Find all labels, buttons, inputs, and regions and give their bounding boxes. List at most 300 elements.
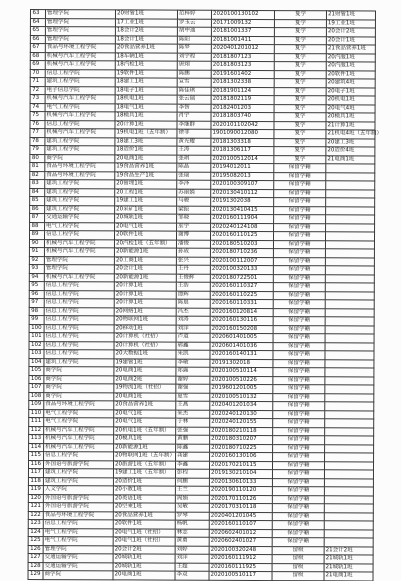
cell-status: 复学 — [274, 19, 326, 28]
cell-student-id: 2020160130116 — [210, 316, 273, 325]
cell-no: 80 — [30, 154, 45, 163]
cell-class: 20汽检1班（五年制） — [114, 239, 176, 248]
cell-student-id: 2020160110225 — [210, 291, 273, 300]
cell-status: 保留学籍 — [273, 436, 325, 445]
cell-no: 123 — [28, 519, 43, 528]
cell-status: 复学 — [274, 104, 326, 113]
cell-class: 20移动1班 — [114, 324, 176, 333]
cell-class: 20电商1班 — [115, 154, 177, 163]
cell-name: 李双 — [175, 571, 209, 580]
cell-student-id: 2020240120130 — [210, 410, 273, 419]
cell-status: 保留学籍 — [273, 385, 325, 394]
cell-college: 管理学院 — [44, 256, 114, 265]
cell-status: 保留学籍 — [273, 453, 325, 462]
cell-college: 电气工程学院 — [44, 409, 114, 418]
cell-name: 徐菲 — [177, 129, 211, 138]
cell-college: 信息工程学院 — [44, 307, 114, 316]
cell-no: 99 — [29, 315, 44, 324]
cell-no: 88 — [30, 222, 45, 231]
cell-new-class — [326, 198, 375, 207]
cell-student-id: 2020160120814 — [210, 308, 273, 317]
cell-student-id: 2020602401012 — [209, 529, 272, 538]
cell-class: 19软件1班 — [115, 69, 177, 78]
cell-status: 保留学籍 — [274, 223, 326, 232]
cell-new-class — [324, 538, 373, 547]
document-page — [28, 9, 382, 581]
cell-class: 20食品营养1班 — [115, 44, 177, 53]
cell-status: 复学 — [274, 79, 326, 88]
cell-no: 87 — [30, 214, 45, 223]
cell-name: 吴敏 — [175, 503, 209, 512]
cell-college: 建筑工程学院 — [45, 205, 115, 214]
cell-name: 黄光耀 — [177, 138, 211, 147]
cell-student-id: 2020100510117 — [209, 571, 272, 580]
cell-college: 管理学院 — [45, 35, 115, 44]
cell-new-class: 21城轨1班 — [324, 563, 373, 572]
cell-status: 保留学籍 — [272, 504, 324, 513]
cell-no: 94 — [29, 273, 44, 282]
cell-new-class — [325, 291, 374, 300]
cell-new-class: 20模具1班 — [326, 113, 375, 122]
cell-status: 保留学籍 — [273, 291, 325, 300]
cell-student-id: 2020100510226 — [210, 376, 273, 385]
cell-no: 104 — [29, 358, 44, 367]
cell-status: 保留学籍 — [274, 206, 326, 215]
cell-student-id: 2020100510114 — [210, 367, 273, 376]
cell-student-id: 20171009132 — [211, 19, 274, 28]
cell-class: 20旅游1班（五年制） — [113, 460, 175, 469]
cell-status: 保留学籍 — [273, 266, 325, 275]
cell-class: 20城轨1班 — [113, 562, 175, 571]
cell-no: 66 — [30, 35, 45, 44]
cell-student-id: 20181302338 — [211, 78, 274, 87]
cell-student-id: 2020100512014 — [211, 155, 274, 164]
cell-status: 复学 — [274, 147, 326, 156]
cell-student-id: 2020100130102 — [211, 10, 274, 19]
cell-name: 陈佳琪 — [177, 87, 211, 96]
cell-class: 19建工1班（五年制） — [113, 469, 175, 478]
cell-no: 106 — [29, 375, 44, 384]
cell-status: 留级 — [272, 572, 324, 581]
cell-status: 留级 — [272, 546, 324, 555]
cell-status: 复学 — [274, 70, 326, 79]
cell-new-class: 20会计2班 — [326, 28, 375, 37]
cell-new-class — [325, 325, 374, 334]
cell-no: 127 — [28, 553, 43, 562]
cell-student-id: 2020160140131 — [210, 350, 273, 359]
cell-new-class — [326, 181, 375, 190]
cell-status: 保留学籍 — [273, 444, 325, 453]
cell-new-class — [325, 334, 374, 343]
cell-no: 103 — [29, 349, 44, 358]
cell-status: 保留学籍 — [272, 521, 324, 530]
cell-college: 电气工程学院 — [43, 528, 113, 537]
cell-status: 保留学籍 — [274, 198, 326, 207]
cell-college: 电子信息学院 — [45, 86, 115, 95]
cell-no: 71 — [30, 78, 45, 87]
cell-student-id: 2020160130106 — [210, 452, 273, 461]
cell-new-class — [325, 240, 374, 249]
cell-name: 肖宇 — [177, 112, 211, 121]
cell-name: 郑露 — [176, 367, 210, 376]
cell-student-id: 2020160111912 — [209, 554, 272, 563]
cell-student-id: 20194012011 — [211, 163, 274, 172]
cell-class: 20造价1班 — [113, 477, 175, 486]
cell-no: 78 — [30, 137, 45, 146]
cell-new-class — [324, 487, 373, 496]
cell-new-class — [324, 512, 373, 521]
cell-student-id: 2020601401036 — [210, 342, 273, 351]
cell-class: 20物联网1班 — [114, 316, 176, 325]
cell-no: 81 — [30, 163, 45, 172]
cell-class: 20大数据1班 — [114, 350, 176, 359]
cell-class: 20计算1班 — [114, 282, 176, 291]
cell-student-id: 2020180710236 — [210, 248, 273, 257]
cell-class: 18电子1班 — [115, 86, 177, 95]
cell-status: 保留学籍 — [272, 538, 324, 547]
cell-no: 111 — [29, 417, 44, 426]
cell-class: 20新能源1班 — [114, 443, 176, 452]
cell-status: 保留学籍 — [274, 181, 326, 190]
cell-new-class — [326, 223, 375, 232]
cell-no: 128 — [28, 562, 43, 571]
cell-new-class: 20会计1班 — [326, 36, 375, 45]
cell-college: 信息工程学院 — [45, 120, 115, 129]
cell-no: 93 — [29, 264, 44, 273]
cell-name: 王俊辉 — [176, 274, 210, 283]
cell-status: 复学 — [274, 96, 326, 105]
cell-name: 夏雪 — [176, 393, 210, 402]
cell-class: 18建工1班 — [115, 78, 177, 87]
cell-college: 机械与汽车工程学院 — [45, 61, 115, 70]
cell-no: 85 — [30, 197, 45, 206]
cell-college: 商学院 — [44, 375, 114, 384]
cell-college: 食品与环境工程学院 — [45, 44, 115, 53]
cell-name: 刘洋 — [176, 325, 210, 334]
cell-name: 陈晨 — [176, 299, 210, 308]
cell-status: 保留学籍 — [273, 393, 325, 402]
cell-no: 76 — [30, 120, 45, 129]
cell-student-id: 2020401201045 — [209, 512, 272, 521]
cell-status: 复学 — [274, 53, 326, 62]
cell-college: 食品与环境工程学院 — [44, 401, 114, 410]
cell-name: 巫宇 — [177, 223, 211, 232]
student-status-table — [28, 9, 382, 581]
cell-new-class — [325, 249, 374, 258]
cell-class: 18汽检1班 — [115, 61, 177, 70]
cell-name: 陈鹏 — [177, 70, 211, 79]
cell-name: 黄鹏 — [176, 435, 210, 444]
cell-class: 20物联网1班（五年制） — [114, 452, 176, 461]
cell-new-class: 21计算1班 — [326, 121, 375, 130]
cell-student-id: 20181803123 — [211, 61, 274, 70]
cell-student-id: 2020100112007 — [210, 257, 273, 266]
cell-name: 唐翊 — [177, 61, 211, 70]
cell-no: 90 — [29, 239, 44, 248]
cell-class: 20计算1班 — [115, 120, 177, 129]
cell-name: 郭鑫 — [176, 342, 210, 351]
cell-student-id: 2020401201034 — [210, 401, 273, 410]
cell-class: 18电气1班 — [115, 103, 177, 112]
cell-student-id: 20191302038 — [211, 197, 274, 206]
cell-class: 20电气1班 — [114, 409, 176, 418]
cell-name: 李鑫 — [175, 461, 209, 470]
cell-student-id: 2020130610133 — [209, 478, 272, 487]
cell-status: 保留学籍 — [272, 487, 324, 496]
cell-college: 建筑工程学院 — [45, 188, 115, 197]
cell-class: 20工商1班 — [114, 256, 176, 265]
cell-student-id: 2020601401005 — [210, 333, 273, 342]
cell-status: 保留学籍 — [274, 189, 326, 198]
cell-status: 保留学籍 — [273, 308, 325, 317]
cell-class: 18机电1班 — [115, 95, 177, 104]
cell-no: 113 — [29, 434, 44, 443]
cell-college: 商学院 — [43, 571, 113, 580]
cell-student-id: 2020160150208 — [210, 325, 273, 334]
cell-student-id: 20181802119 — [211, 95, 274, 104]
cell-status: 留级 — [272, 555, 324, 564]
cell-status: 保留学籍 — [273, 419, 325, 428]
cell-college: 机械与汽车工程学院 — [45, 52, 115, 61]
cell-no: 82 — [30, 171, 45, 180]
cell-name: 邹晓 — [177, 214, 211, 223]
cell-student-id: 2020100320248 — [209, 546, 272, 555]
cell-class: 20计算机（社招） — [114, 341, 176, 350]
cell-no: 121 — [28, 502, 43, 511]
cell-new-class — [325, 436, 374, 445]
cell-student-id: 2020160110331 — [210, 299, 273, 308]
cell-student-id: 2020240124108 — [211, 223, 274, 232]
cell-name: 谢婷 — [176, 376, 210, 385]
cell-new-class: 21财管1班 — [326, 11, 375, 20]
cell-status: 保留学籍 — [273, 240, 325, 249]
cell-new-class: 19工业1班 — [326, 19, 375, 28]
cell-class: 19食品生产1班 — [115, 171, 177, 180]
cell-status: 保留学籍 — [272, 529, 324, 538]
cell-no: 126 — [28, 545, 43, 554]
cell-name: 李继群 — [177, 121, 211, 130]
cell-no: 97 — [29, 298, 44, 307]
cell-college: 商学院 — [44, 367, 114, 376]
cell-class: 18造价1班 — [115, 146, 177, 155]
cell-no: 95 — [29, 281, 44, 290]
cell-class: 20城轨1班 — [115, 214, 177, 223]
cell-no: 96 — [29, 290, 44, 299]
cell-college: 外国语与旅游学院 — [43, 494, 113, 503]
cell-new-class — [325, 351, 374, 360]
cell-no: 63 — [30, 10, 45, 19]
cell-class: 20软件1班 — [114, 231, 176, 240]
cell-no: 100 — [29, 324, 44, 333]
cell-no: 120 — [28, 494, 43, 503]
cell-class: 20网络1班 — [114, 307, 176, 316]
cell-class: 19食品营养1班 — [115, 163, 177, 172]
cell-college: 食品与环境工程学院 — [45, 163, 115, 172]
cell-class: 20机电1班（五年制） — [114, 426, 176, 435]
cell-status: 复学 — [274, 28, 326, 37]
cell-new-class — [324, 461, 373, 470]
cell-name: 张云瑞 — [177, 95, 211, 104]
cell-student-id: 2020180510203 — [210, 240, 273, 249]
cell-name: 范梓婷 — [177, 10, 211, 19]
cell-new-class — [324, 504, 373, 513]
cell-college: 建筑工程学院 — [45, 137, 115, 146]
cell-status: 留级 — [272, 563, 324, 572]
cell-college: 信息工程学院 — [45, 69, 115, 78]
cell-new-class — [325, 402, 374, 411]
cell-new-class: 20机电1班 — [326, 96, 375, 105]
cell-status: 保留学籍 — [273, 342, 325, 351]
cell-student-id: 20181803740 — [211, 112, 274, 121]
cell-student-id: 2020180310207 — [210, 435, 273, 444]
cell-college: 外国语与旅游学院 — [43, 503, 113, 512]
cell-status: 保留学籍 — [273, 317, 325, 326]
cell-new-class — [326, 189, 375, 198]
cell-college: 电气工程学院 — [44, 418, 114, 427]
cell-student-id: 20181306117 — [211, 146, 274, 155]
cell-no: 75 — [30, 112, 45, 121]
cell-no: 125 — [28, 536, 43, 545]
cell-status: 保留学籍 — [272, 512, 324, 521]
cell-status: 保留学籍 — [274, 215, 326, 224]
cell-no: 105 — [29, 366, 44, 375]
cell-college: 机械与汽车工程学院 — [44, 248, 114, 257]
cell-new-class: 20汽服1班 — [326, 62, 375, 71]
cell-college: 信息工程学院 — [43, 520, 113, 529]
cell-college: 商学院 — [44, 384, 114, 393]
cell-class: 20计算1班 — [114, 290, 176, 299]
cell-class: 20会计2班 — [113, 545, 175, 554]
cell-student-id: 2020101102042 — [211, 121, 274, 130]
cell-new-class — [325, 342, 374, 351]
cell-new-class — [325, 359, 374, 368]
cell-status: 复学 — [274, 11, 326, 20]
cell-college: 建筑工程学院 — [45, 146, 115, 155]
cell-name: 王超 — [175, 563, 209, 572]
cell-new-class — [324, 470, 373, 479]
cell-class: 20财管1班 — [115, 10, 177, 19]
cell-student-id: 2020160111925 — [209, 563, 272, 572]
cell-class: 19建管1班 — [114, 358, 176, 367]
cell-status: 保留学籍 — [273, 300, 325, 309]
cell-class: 18会计1班 — [115, 35, 177, 44]
cell-no: 115 — [29, 451, 44, 460]
cell-new-class: 20造价4班 — [326, 147, 375, 156]
cell-status: 保留学籍 — [273, 410, 325, 419]
cell-new-class — [324, 478, 373, 487]
cell-college: 信息工程学院 — [44, 333, 114, 342]
cell-class: 20软件1班 — [113, 520, 175, 529]
cell-college: 建筑工程学院 — [43, 469, 113, 478]
cell-college: 机械与汽车工程学院 — [44, 435, 114, 444]
cell-college: 管理学院 — [45, 18, 115, 27]
cell-new-class: 20汽服1班 — [326, 53, 375, 62]
cell-student-id: 2020100320133 — [210, 265, 273, 274]
cell-no: 69 — [30, 61, 45, 70]
cell-no: 79 — [30, 146, 45, 155]
cell-status: 保留学籍 — [272, 478, 324, 487]
cell-class: 20食品营养1班 — [113, 511, 175, 520]
cell-status: 复学 — [274, 62, 326, 71]
cell-status: 保留学籍 — [273, 368, 325, 377]
cell-college: 建筑工程学院 — [45, 78, 115, 87]
cell-no: 77 — [30, 129, 45, 138]
cell-name: 王兰 — [175, 486, 209, 495]
cell-no: 122 — [28, 511, 43, 520]
cell-no: 107 — [29, 383, 44, 392]
cell-student-id: 2020180722501 — [210, 274, 273, 283]
cell-status: 保留学籍 — [274, 172, 326, 181]
cell-name: 李智 — [177, 104, 211, 113]
cell-college: 食品与环境工程学院 — [43, 511, 113, 520]
cell-name: 陈晶 — [177, 163, 211, 172]
cell-name: 潘俊 — [176, 240, 210, 249]
cell-class: 20计算1班 — [114, 299, 176, 308]
cell-new-class — [325, 368, 374, 377]
cell-status: 复学 — [274, 87, 326, 96]
cell-name: 何鹏 — [175, 478, 209, 487]
cell-student-id: 2020160110125 — [210, 231, 273, 240]
cell-college: 机械与汽车工程学院 — [44, 273, 114, 282]
cell-name: 王浩 — [176, 282, 210, 291]
cell-college: 建筑工程学院 — [44, 358, 114, 367]
cell-new-class — [325, 419, 374, 428]
cell-college: 建筑工程学院 — [45, 180, 115, 189]
cell-college: 交通运输学院 — [43, 554, 113, 563]
cell-student-id: 2020100309107 — [211, 180, 274, 189]
cell-name: 谢博 — [176, 231, 210, 240]
cell-status: 保留学籍 — [273, 376, 325, 385]
cell-name: 谭辉 — [176, 291, 210, 300]
cell-class: 17工业1班 — [115, 18, 177, 27]
cell-name: 张瑞 — [177, 172, 211, 181]
cell-name: 彭程 — [175, 469, 209, 478]
cell-student-id: 2019601201005 — [210, 384, 273, 393]
cell-status: 复学 — [274, 45, 326, 54]
cell-no: 84 — [30, 188, 45, 197]
cell-status: 保留学籍 — [273, 257, 325, 266]
cell-college: 信息工程学院 — [44, 282, 114, 291]
cell-college: 机械与汽车工程学院 — [45, 95, 115, 104]
cell-no: 129 — [28, 570, 43, 579]
cell-college: 交通运输学院 — [45, 214, 115, 223]
cell-college: 信息工程学院 — [44, 341, 114, 350]
cell-class: 20新能源1班 — [114, 248, 176, 257]
cell-new-class: 21食品营养1班 — [326, 45, 375, 54]
cell-new-class — [325, 232, 374, 241]
cell-college: 管理学院 — [44, 265, 114, 274]
cell-name: 杨帆 — [175, 520, 209, 529]
cell-college: 外国语与旅游学院 — [43, 460, 113, 469]
cell-no: 109 — [29, 400, 44, 409]
cell-new-class — [325, 376, 374, 385]
cell-name: 刘洋 — [175, 554, 209, 563]
table-body — [28, 10, 382, 581]
cell-name: 宣雪 — [177, 78, 211, 87]
cell-name: 张琪 — [177, 155, 211, 164]
cell-student-id: 2020160110327 — [210, 282, 273, 291]
cell-status: 保留学籍 — [273, 334, 325, 343]
cell-student-id: 2020160111904 — [211, 214, 274, 223]
cell-no: 91 — [29, 247, 44, 256]
cell-class: 20会计1班 — [114, 265, 176, 274]
cell-class: 20电气1班 — [114, 418, 176, 427]
cell-new-class — [325, 274, 374, 283]
cell-no: 65 — [30, 27, 45, 36]
cell-college: 电气工程学院 — [45, 103, 115, 112]
cell-student-id: 20191601402 — [211, 70, 274, 79]
cell-new-class — [325, 444, 374, 453]
